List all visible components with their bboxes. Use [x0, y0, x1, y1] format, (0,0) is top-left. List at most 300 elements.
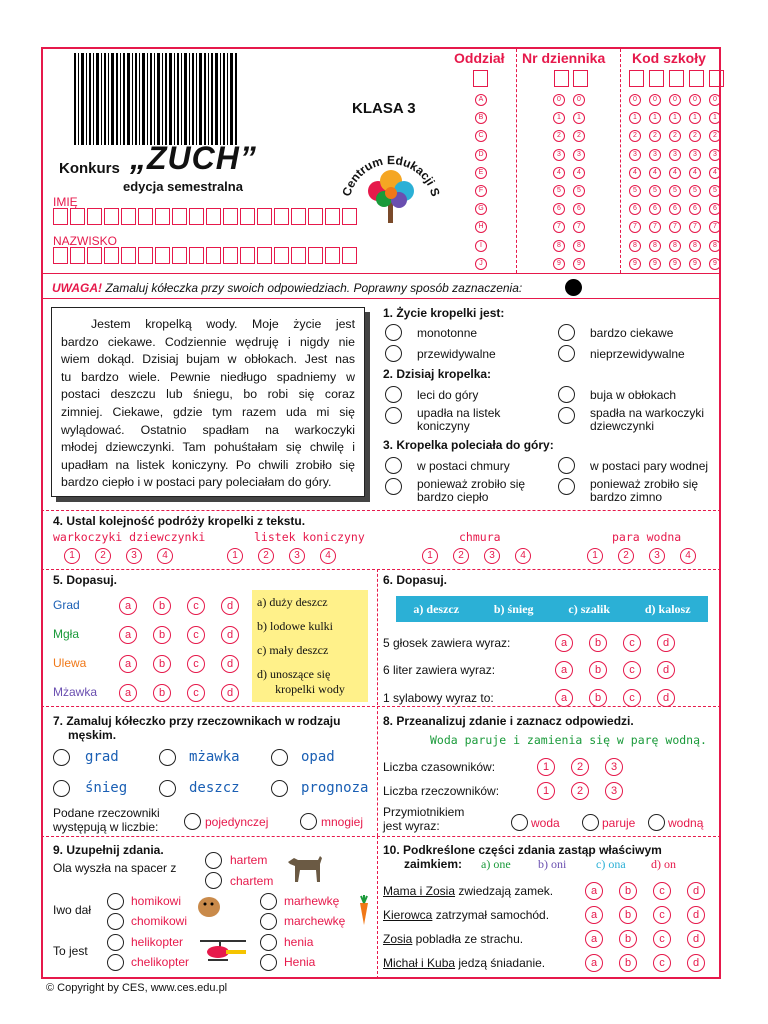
q7-option[interactable] [159, 749, 176, 766]
q1-option-d[interactable] [558, 345, 575, 362]
nazwisko-box[interactable] [291, 247, 306, 264]
q7-liczba-line1: Podane rzeczowniki [53, 806, 160, 820]
q8-przym-option[interactable] [511, 814, 528, 831]
q3-label-c [417, 478, 525, 504]
imie-box[interactable] [138, 208, 153, 225]
oddzial-bubble[interactable]: D [475, 149, 487, 161]
kod-szkoly-bubble[interactable]: 3 [669, 149, 681, 161]
nazwisko-box[interactable] [104, 247, 119, 264]
q6-bar-word: a) deszcz [413, 601, 460, 616]
kod-szkoly-bubble[interactable]: 3 [709, 149, 721, 161]
q3-label-d-line1: ponieważ zrobiło się [590, 477, 699, 491]
nr-dziennika-bubble[interactable]: 7 [553, 221, 565, 233]
q10-pronoun-bubble[interactable]: d [687, 954, 705, 972]
imie-box[interactable] [257, 208, 272, 225]
nazwisko-box[interactable] [189, 247, 204, 264]
q5-match-bubble[interactable]: b [153, 597, 171, 615]
dog-icon [284, 848, 324, 884]
carrot-graphic [356, 895, 372, 925]
imie-box[interactable] [240, 208, 255, 225]
kod-szkoly-box[interactable] [709, 70, 724, 87]
q5-def: b) lodowe kulki [257, 619, 333, 633]
kod-szkoly-box[interactable] [629, 70, 644, 87]
q8-count-bubble[interactable]: 2 [571, 782, 589, 800]
oddzial-bubble[interactable]: I [475, 240, 487, 252]
ces-logo-graphic [336, 133, 446, 243]
q8-rzecz-label: Liczba rzeczowników: [383, 784, 500, 798]
kod-szkoly-bubble[interactable]: 5 [669, 185, 681, 197]
q5-match-bubble[interactable]: d [221, 655, 239, 673]
kod-szkoly-bubble[interactable]: 1 [669, 112, 681, 124]
q3-label-d [590, 478, 698, 504]
q7-word: grad [85, 749, 119, 765]
story-line: wylądować. Ostatnio spadłam na warkoczyki [61, 422, 355, 437]
imie-box[interactable] [53, 208, 68, 225]
kod-szkoly-bubble[interactable]: 6 [629, 203, 641, 215]
imie-box[interactable] [274, 208, 289, 225]
q10-pronoun-bubble[interactable]: b [619, 882, 637, 900]
imie-box[interactable] [223, 208, 238, 225]
q4-order-bubble[interactable]: 3 [289, 548, 305, 564]
oddzial-bubble[interactable]: H [475, 221, 487, 233]
q10-rest: zatrzymał samochód. [432, 908, 550, 922]
q8-przym-option[interactable] [648, 814, 665, 831]
kod-szkoly-bubble[interactable]: 4 [689, 167, 701, 179]
q7-poj-option[interactable] [184, 813, 201, 830]
nr-dziennika-bubble[interactable]: 1 [573, 112, 585, 124]
kod-szkoly-bubble[interactable]: 7 [669, 221, 681, 233]
q10-underlined: Michał i Kuba [383, 956, 456, 970]
q8-count-bubble[interactable]: 2 [571, 758, 589, 776]
nr-dziennika-bubble[interactable]: 2 [553, 130, 565, 142]
kod-szkoly-bubble[interactable]: 5 [649, 185, 661, 197]
kod-szkoly-bubble[interactable]: 8 [669, 240, 681, 252]
kod-szkoly-bubble[interactable]: 2 [709, 130, 721, 142]
q1-label-c: przewidywalne [417, 347, 496, 361]
q4-order-bubble[interactable]: 1 [587, 548, 603, 564]
kod-szkoly-bubble[interactable]: 8 [709, 240, 721, 252]
q5-match-bubble[interactable]: a [119, 597, 137, 615]
nr-dziennika-bubble[interactable]: 6 [553, 203, 565, 215]
nr-dziennika-bubble[interactable]: 4 [573, 167, 585, 179]
q7-poj-label: pojedynczej [205, 815, 269, 829]
q4-order-bubble[interactable]: 1 [422, 548, 438, 564]
q10-title-line2: zaimkiem: [404, 857, 463, 871]
divider [41, 836, 721, 837]
nazwisko-box[interactable] [53, 247, 68, 264]
q8-count-bubble[interactable]: 1 [537, 758, 555, 776]
q10-opt: d) on [651, 857, 676, 871]
helicopter-icon [198, 938, 250, 962]
q4-order-bubble[interactable]: 3 [484, 548, 500, 564]
q5-match-bubble[interactable]: d [221, 684, 239, 702]
q8-przym-word: wodną [668, 816, 704, 830]
oddzial-bubble[interactable]: A [475, 94, 487, 106]
q5-match-bubble[interactable]: d [221, 597, 239, 615]
q1-option-a[interactable] [385, 324, 402, 341]
q5-match-bubble[interactable]: b [153, 655, 171, 673]
kod-szkoly-bubble[interactable]: 0 [689, 94, 701, 106]
zuch-title: „ZUCH” [130, 140, 257, 176]
kod-szkoly-bubble[interactable]: 0 [629, 94, 641, 106]
q6-match-bubble[interactable]: a [555, 661, 573, 679]
kod-szkoly-bubble[interactable]: 6 [649, 203, 661, 215]
q10-underlined: Mama i Zosia [383, 884, 456, 898]
q5-match-bubble[interactable]: b [153, 684, 171, 702]
q4-order-bubble[interactable]: 2 [95, 548, 111, 564]
kod-szkoly-bubble[interactable]: 3 [629, 149, 641, 161]
imie-box[interactable] [121, 208, 136, 225]
kod-szkoly-bubble[interactable]: 1 [629, 112, 641, 124]
divider [377, 706, 378, 836]
kod-szkoly-bubble[interactable]: 1 [709, 112, 721, 124]
q10-pronoun-bubble[interactable]: b [619, 954, 637, 972]
nr-dziennika-bubble[interactable]: 0 [573, 94, 585, 106]
q2-option-c[interactable] [385, 407, 402, 424]
q10-pronoun-bubble[interactable]: a [585, 882, 603, 900]
nr-dziennika-bubble[interactable]: 3 [573, 149, 585, 161]
kod-szkoly-box[interactable] [689, 70, 704, 87]
nazwisko-box[interactable] [87, 247, 102, 264]
q9-option[interactable] [107, 954, 124, 971]
nazwisko-box[interactable] [325, 247, 340, 264]
q6-match-bubble[interactable]: c [623, 634, 641, 652]
q3-option-c[interactable] [385, 478, 402, 495]
q10-opt: a) one [481, 857, 511, 871]
kod-szkoly-bubble[interactable]: 9 [629, 258, 641, 270]
kod-szkoly-bubble[interactable]: 4 [629, 167, 641, 179]
q1-option-b[interactable] [558, 324, 575, 341]
imie-label: IMIĘ [53, 195, 78, 209]
nazwisko-box[interactable] [206, 247, 221, 264]
q10-pronoun-bubble[interactable]: c [653, 954, 671, 972]
q10-pronoun-bubble[interactable]: c [653, 882, 671, 900]
q10-pronoun-bubble[interactable]: b [619, 930, 637, 948]
nazwisko-box[interactable] [274, 247, 289, 264]
q7-option[interactable] [159, 780, 176, 797]
q4-order-bubble[interactable]: 4 [157, 548, 173, 564]
q4-order-bubble[interactable]: 2 [453, 548, 469, 564]
kod-szkoly-bubble[interactable]: 8 [649, 240, 661, 252]
q10-pronoun-bubble[interactable]: c [653, 930, 671, 948]
q9-word: Henia [284, 955, 316, 969]
q5-match-bubble[interactable]: b [153, 626, 171, 644]
nr-dziennika-bubble[interactable]: 6 [573, 203, 585, 215]
nazwisko-box[interactable] [257, 247, 272, 264]
kod-szkoly-bubble[interactable]: 7 [689, 221, 701, 233]
q9-option[interactable] [107, 934, 124, 951]
nr-dziennika-bubble[interactable]: 5 [553, 185, 565, 197]
q7-mn-option[interactable] [300, 813, 317, 830]
kod-szkoly-bubble[interactable]: 6 [709, 203, 721, 215]
q5-match-bubble[interactable]: a [119, 684, 137, 702]
q3-title: 3. Kropelka poleciała do góry: [383, 438, 554, 452]
q3-label-b: w postaci pary wodnej [590, 459, 709, 473]
oddzial-box[interactable] [473, 70, 488, 87]
q6-match-bubble[interactable]: d [657, 634, 675, 652]
q10-sentence [383, 932, 523, 946]
q3-label-d-line2: bardzo zimno [590, 490, 663, 504]
q5-def: c) mały deszcz [257, 643, 329, 657]
q6-match-bubble[interactable]: b [589, 689, 607, 707]
nazwisko-box[interactable] [308, 247, 323, 264]
imie-box[interactable] [70, 208, 85, 225]
imie-box[interactable] [291, 208, 306, 225]
nr-dziennika-box[interactable] [554, 70, 569, 87]
q7-option[interactable] [271, 749, 288, 766]
q8-count-bubble[interactable]: 3 [605, 782, 623, 800]
kod-szkoly-bubble[interactable]: 4 [649, 167, 661, 179]
kod-szkoly-box[interactable] [649, 70, 664, 87]
kod-szkoly-bubble[interactable]: 7 [629, 221, 641, 233]
imie-box[interactable] [87, 208, 102, 225]
q5-match-bubble[interactable]: c [187, 655, 205, 673]
q6-match-bubble[interactable]: c [623, 689, 641, 707]
q9-option[interactable] [107, 893, 124, 910]
nr-dziennika-bubble[interactable]: 2 [573, 130, 585, 142]
q2-option-a[interactable] [385, 386, 402, 403]
kod-szkoly-bubble[interactable]: 7 [709, 221, 721, 233]
nazwisko-box[interactable] [240, 247, 255, 264]
kod-szkoly-bubble[interactable]: 3 [689, 149, 701, 161]
kod-szkoly-bubble[interactable]: 5 [629, 185, 641, 197]
q2-label-b: buja w obłokach [590, 388, 677, 402]
kod-szkoly-bubble[interactable]: 8 [629, 240, 641, 252]
q9-sentence2: Iwo dał [53, 903, 92, 917]
nr-dziennika-bubble[interactable]: 0 [553, 94, 565, 106]
story-line: tu bardzo wiele. Pewnie niedługo spadniemy w [61, 369, 355, 384]
q8-przym [383, 805, 464, 833]
q7-option[interactable] [271, 780, 288, 797]
q6-bar-word: d) kalosz [644, 601, 691, 616]
story-line: postaci deszczu lub śniegu, bo robi się coraz [61, 387, 355, 402]
q1-title: 1. Życie kropelki jest: [383, 306, 505, 320]
nr-dziennika-bubble[interactable]: 7 [573, 221, 585, 233]
kod-szkoly-bubble[interactable]: 2 [629, 130, 641, 142]
q5-match-bubble[interactable]: a [119, 655, 137, 673]
kod-szkoly-bubble[interactable]: 9 [689, 258, 701, 270]
q10-pronoun-bubble[interactable]: d [687, 906, 705, 924]
q5-match-bubble[interactable]: c [187, 597, 205, 615]
q2-option-d[interactable] [558, 407, 575, 424]
nr-dziennika-bubble[interactable]: 8 [573, 240, 585, 252]
filled-example-dot [565, 279, 582, 296]
oddzial-bubble[interactable]: C [475, 130, 487, 142]
q5-match-bubble[interactable]: a [119, 626, 137, 644]
q9-word: henia [284, 935, 314, 949]
divider [41, 298, 721, 299]
q2-option-b[interactable] [558, 386, 575, 403]
q4-order-bubble[interactable]: 1 [64, 548, 80, 564]
q8-przym-option[interactable] [582, 814, 599, 831]
kod-szkoly-bubble[interactable]: 6 [669, 203, 681, 215]
divider [377, 569, 378, 705]
q9-option[interactable] [260, 913, 277, 930]
q10-pronoun-bubble[interactable]: b [619, 906, 637, 924]
q4-order-bubble[interactable]: 4 [320, 548, 336, 564]
kod-szkoly-bubble[interactable]: 7 [649, 221, 661, 233]
q9-option[interactable] [260, 934, 277, 951]
nr-dziennika-bubble[interactable]: 4 [553, 167, 565, 179]
q7-option[interactable] [53, 749, 70, 766]
nr-dziennika-bubble[interactable]: 9 [553, 258, 565, 270]
q5-def: d) unoszące się [257, 667, 331, 681]
oddzial-bubble[interactable]: E [475, 167, 487, 179]
oddzial-bubble[interactable]: B [475, 112, 487, 124]
q10-pronoun-bubble[interactable]: d [687, 882, 705, 900]
q6-match-bubble[interactable]: a [555, 689, 573, 707]
q9-option[interactable] [205, 872, 222, 889]
q7-option[interactable] [53, 780, 70, 797]
q10-opt: c) ona [596, 857, 626, 871]
imie-box[interactable] [172, 208, 187, 225]
q5-word: Mżawka [53, 685, 98, 699]
nazwisko-box[interactable] [342, 247, 357, 264]
q6-match-bubble[interactable]: d [657, 689, 675, 707]
nr-dziennika-bubble[interactable]: 1 [553, 112, 565, 124]
imie-box[interactable] [189, 208, 204, 225]
q4-item: para wodna [612, 530, 682, 544]
q4-order-bubble[interactable]: 3 [649, 548, 665, 564]
oddzial-bubble[interactable]: F [475, 185, 487, 197]
q3-label-a: w postaci chmury [417, 459, 510, 473]
q10-pronoun-bubble[interactable]: a [585, 930, 603, 948]
nr-dziennika-bubble[interactable]: 9 [573, 258, 585, 270]
story-line: Jestem kropelką wody. Moje życie jest [91, 317, 355, 331]
q9-sentence3: To jest [53, 944, 88, 958]
q10-opt: b) oni [538, 857, 567, 871]
q2-label-c-line1: upadła na listek [417, 406, 501, 420]
q10-pronoun-bubble[interactable]: a [585, 906, 603, 924]
q5-def: a) duży deszcz [257, 595, 328, 609]
q5-match-bubble[interactable]: c [187, 626, 205, 644]
q4-order-bubble[interactable]: 4 [515, 548, 531, 564]
q3-label-c-line2: bardzo ciepło [417, 490, 489, 504]
kod-szkoly-bubble[interactable]: 0 [649, 94, 661, 106]
nr-dziennika-bubble[interactable]: 8 [553, 240, 565, 252]
q7-word: opad [301, 749, 335, 765]
q2-label-c-line2: koniczyny [417, 419, 470, 433]
q2-label-a: leci do góry [417, 388, 479, 402]
kod-szkoly-bubble[interactable]: 6 [689, 203, 701, 215]
imie-box[interactable] [155, 208, 170, 225]
q9-option[interactable] [260, 954, 277, 971]
q1-label-b: bardzo ciekawe [590, 326, 674, 340]
footer-copyright: © Copyright by CES, www.ces.edu.pl [46, 982, 228, 994]
kod-szkoly-bubble[interactable]: 0 [709, 94, 721, 106]
q8-przym-line2: jest wyraz: [383, 819, 440, 833]
nazwisko-box[interactable] [155, 247, 170, 264]
kod-szkoly-bubble[interactable]: 4 [709, 167, 721, 179]
q6-match-bubble[interactable]: c [623, 661, 641, 679]
q5-match-bubble[interactable]: d [221, 626, 239, 644]
nazwisko-box[interactable] [223, 247, 238, 264]
q10-pronoun-bubble[interactable]: d [687, 930, 705, 948]
kod-szkoly-bubble[interactable]: 0 [669, 94, 681, 106]
divider [41, 510, 721, 511]
kod-szkoly-bubble[interactable]: 9 [649, 258, 661, 270]
q8-count-bubble[interactable]: 3 [605, 758, 623, 776]
kod-szkoly-bubble[interactable]: 1 [689, 112, 701, 124]
q4-order-bubble[interactable]: 4 [680, 548, 696, 564]
q3-option-b[interactable] [558, 457, 575, 474]
nazwisko-box[interactable] [70, 247, 85, 264]
kod-szkoly-bubble[interactable]: 8 [689, 240, 701, 252]
kod-szkoly-box[interactable] [669, 70, 684, 87]
kod-szkoly-bubble[interactable]: 2 [669, 130, 681, 142]
q9-option[interactable] [107, 913, 124, 930]
nr-dziennika-box[interactable] [573, 70, 588, 87]
q6-match-bubble[interactable]: d [657, 661, 675, 679]
q10-underlined: Kierowca [383, 908, 433, 922]
q1-option-c[interactable] [385, 345, 402, 362]
q6-bar-word: b) śnieg [493, 601, 534, 616]
kod-szkoly-bubble[interactable]: 5 [709, 185, 721, 197]
nazwisko-box[interactable] [138, 247, 153, 264]
q8-title: 8. Przeanalizuj zdanie i zaznacz odpowiedzi. [383, 714, 634, 728]
q4-item: chmura [459, 530, 501, 544]
q5-match-bubble[interactable]: c [187, 684, 205, 702]
kod-szkoly-bubble[interactable]: 1 [649, 112, 661, 124]
nr-dziennika-bubble[interactable]: 5 [573, 185, 585, 197]
q4-order-bubble[interactable]: 1 [227, 548, 243, 564]
oddzial-bubble[interactable]: J [475, 258, 487, 270]
kod-szkoly-bubble[interactable]: 2 [649, 130, 661, 142]
helicopter-graphic [198, 938, 250, 962]
q8-count-bubble[interactable]: 1 [537, 782, 555, 800]
q2-label-c [417, 407, 500, 433]
imie-box[interactable] [104, 208, 119, 225]
oddzial-bubble[interactable]: G [475, 203, 487, 215]
nazwisko-label: NAZWISKO [53, 234, 118, 248]
q3-label-c-line1: ponieważ zrobiło się [417, 477, 526, 491]
q9-word: chelikopter [131, 955, 190, 969]
q3-option-a[interactable] [385, 457, 402, 474]
q10-rest: zwiedzają zamek. [455, 884, 554, 898]
q8-czas-label: Liczba czasowników: [383, 760, 496, 774]
imie-box[interactable] [308, 208, 323, 225]
kod-szkoly-bubble[interactable]: 9 [709, 258, 721, 270]
kod-szkoly-bubble[interactable]: 2 [689, 130, 701, 142]
kod-szkoly-bubble[interactable]: 9 [669, 258, 681, 270]
q4-order-bubble[interactable]: 2 [618, 548, 634, 564]
q6-row-label: 5 głosek zawiera wyraz: [383, 636, 511, 650]
q9-word: marchewkę [284, 914, 346, 928]
q5-word: Grad [53, 598, 80, 612]
q6-match-bubble[interactable]: a [555, 634, 573, 652]
q6-match-bubble[interactable]: b [589, 661, 607, 679]
nr-dziennika-bubble[interactable]: 3 [553, 149, 565, 161]
q3-option-d[interactable] [558, 478, 575, 495]
q9-option[interactable] [205, 852, 222, 869]
q9-option[interactable] [260, 893, 277, 910]
uwaga-text: Zamaluj kółeczka przy swoich odpowiedziach. Poprawny sposób zaznaczenia: [105, 281, 523, 295]
q10-pronoun-bubble[interactable]: c [653, 906, 671, 924]
q10-pronoun-bubble[interactable]: a [585, 954, 603, 972]
kod-szkoly-bubble[interactable]: 3 [649, 149, 661, 161]
story-line: upadłam na listek koniczyny. Po chwili zrobiło się [61, 457, 355, 472]
kod-szkoly-bubble[interactable]: 4 [669, 167, 681, 179]
q4-order-bubble[interactable]: 3 [126, 548, 142, 564]
q6-match-bubble[interactable]: b [589, 634, 607, 652]
ces-logo [336, 133, 446, 243]
imie-box[interactable] [206, 208, 221, 225]
hamster-icon [196, 893, 222, 919]
kod-szkoly-bubble[interactable]: 5 [689, 185, 701, 197]
nazwisko-box[interactable] [172, 247, 187, 264]
nazwisko-box[interactable] [121, 247, 136, 264]
q4-order-bubble[interactable]: 2 [258, 548, 274, 564]
